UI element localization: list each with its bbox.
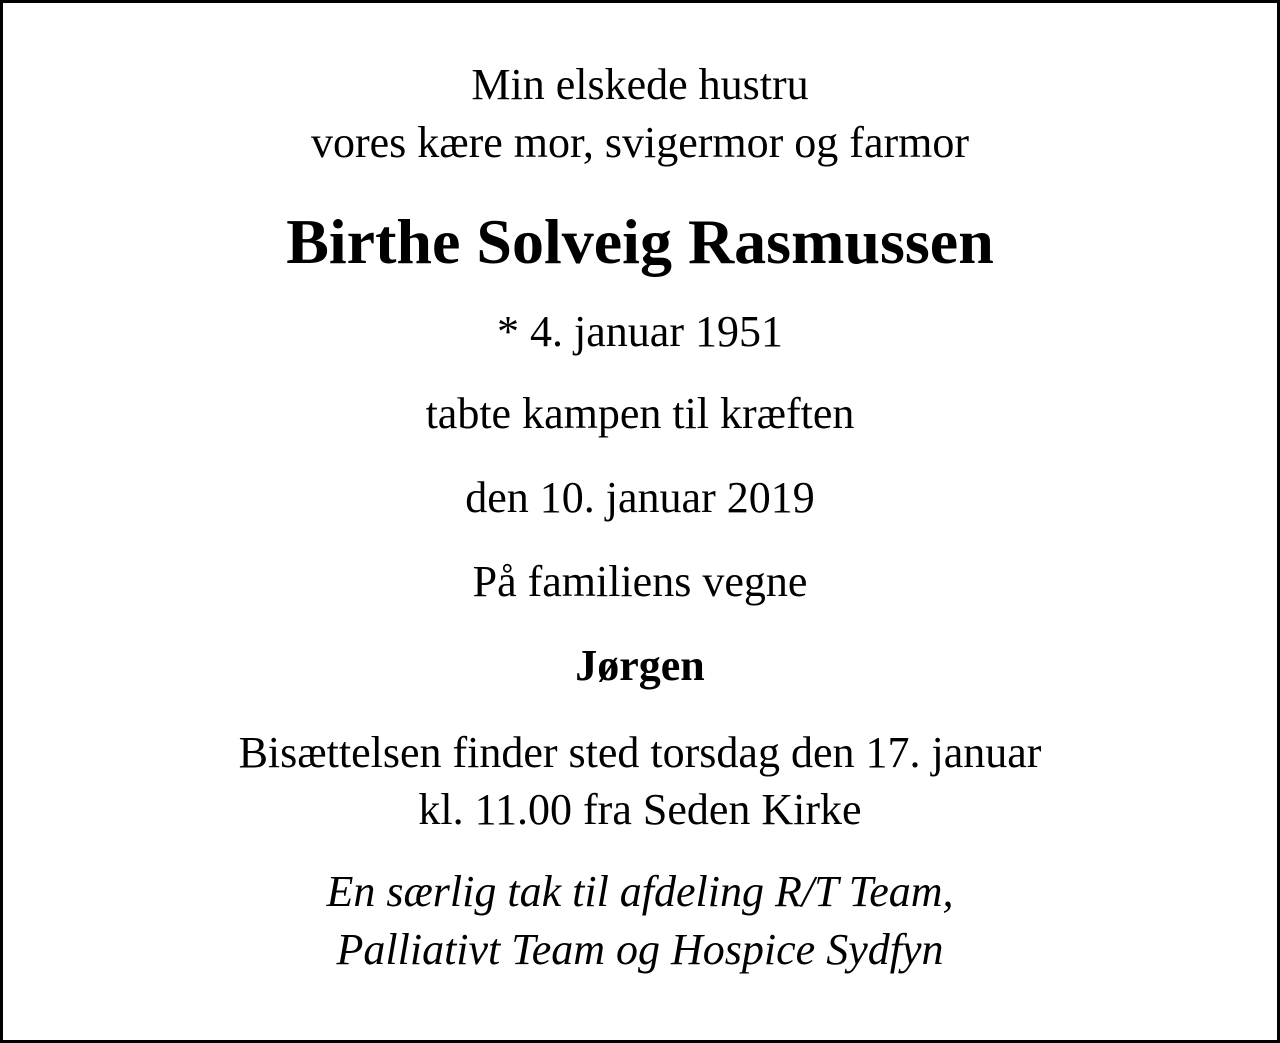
intro-line-1: Min elskede hustru	[471, 60, 809, 109]
cause-line: tabte kampen til kræften	[425, 389, 855, 438]
deceased-name: Birthe Solveig Rasmussen	[286, 206, 994, 277]
signer-name: Jørgen	[575, 641, 705, 690]
birth-date: * 4. januar 1951	[497, 307, 783, 356]
thanks-line-1: En særlig tak til afdeling R/T Team,	[326, 867, 954, 916]
funeral-line-2: kl. 11.00 fra Seden Kirke	[418, 785, 862, 834]
on-behalf-line: På familiens vegne	[472, 557, 808, 606]
thanks-line-2: Palliativt Team og Hospice Sydfyn	[336, 925, 944, 974]
intro-line-2: vores kære mor, svigermor og farmor	[310, 118, 970, 167]
death-date: den 10. januar 2019	[465, 473, 815, 522]
funeral-line-1: Bisættelsen finder sted torsdag den 17. januar	[238, 728, 1042, 777]
